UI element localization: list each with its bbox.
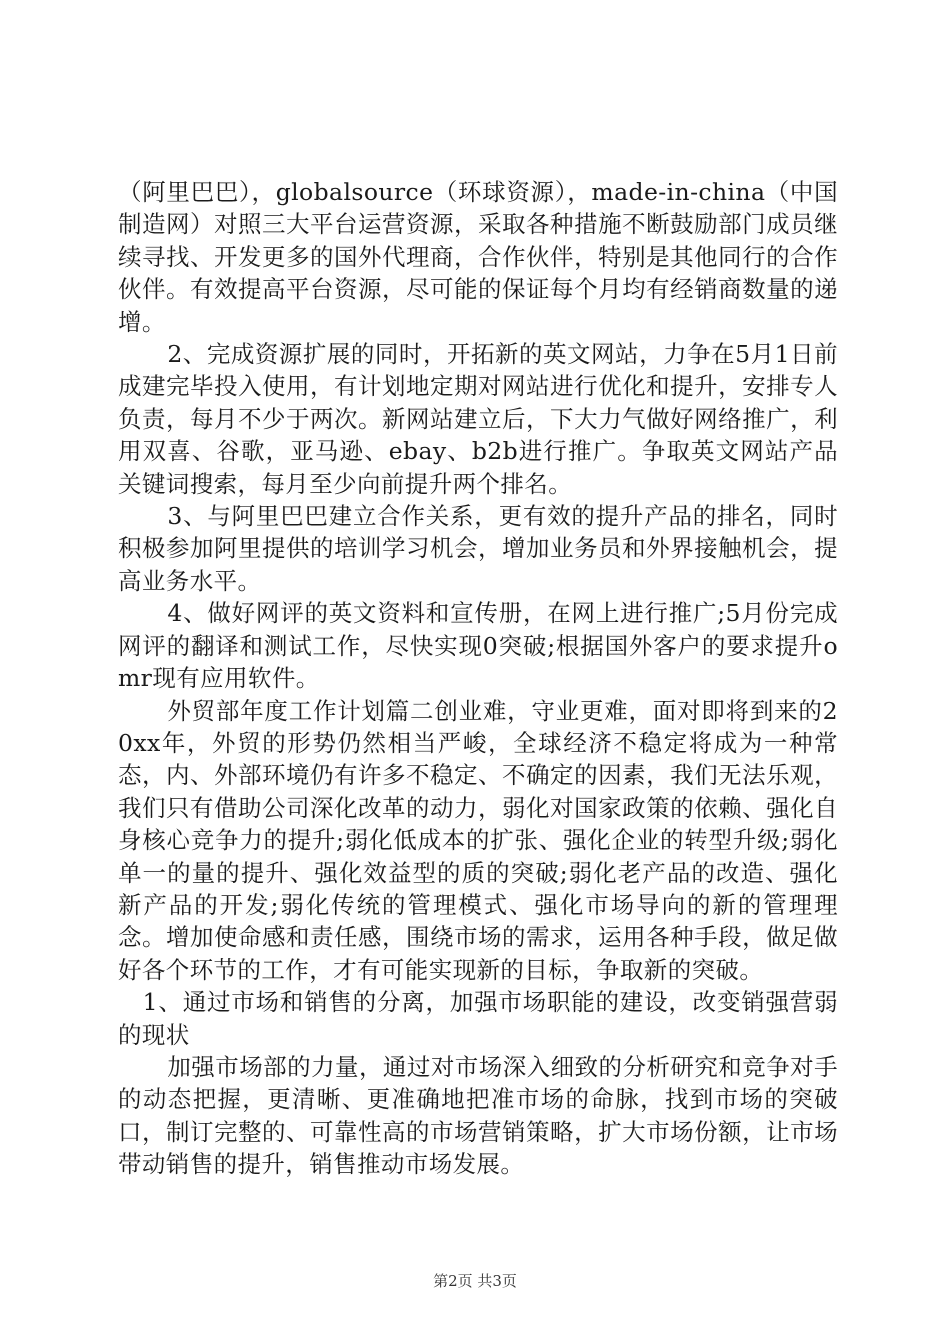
paragraph-platform-resources: （阿里巴巴），globalsource（环球资源），made-in-china（中国制造网）对照三大平台运营资源，采取各种措施不断鼓励部门成员继续寻找、开发更多的国外代理商，合作伙伴，特别是其他同行的合作伙伴。有效提高平台资源，尽可能的保证每个月均有经销商数量的递增。: [118, 178, 838, 336]
document-body: [118, 176, 838, 1181]
paragraph-item-2-website: 2、完成资源扩展的同时，开拓新的英文网站，力争在5月1日前成建完毕投入使用，有计划地定期对网站进行优化和提升，安排专人负责，每月不少于两次。新网站建立后，下大力气做好网络推广，利用双喜、谷歌，亚马逊、ebay、b2b进行推广。争取英文网站产品关键词搜索，每月至少向前提升两个排名。: [118, 340, 838, 498]
paragraph-item-4-promotion: 4、做好网评的英文资料和宣传册，在网上进行推广;5月份完成网评的翻译和测试工作，尽快实现0突破;根据国外客户的要求提升omr现有应用软件。: [118, 599, 838, 693]
paragraph-market-strength: 加强市场部的力量，通过对市场深入细致的分析研究和竞争对手的动态把握，更清晰、更准确地把准市场的命脉，找到市场的突破口，制订完整的、可靠性高的市场营销策略，扩大市场份额，让市场带动销售的提升，销售推动市场发展。: [118, 1052, 838, 1179]
paragraph-plan-two-intro: 外贸部年度工作计划篇二创业难，守业更难，面对即将到来的20xx年，外贸的形势仍然相当严峻，全球经济不稳定将成为一种常态，内、外部环境仍有许多不稳定、不确定的因素，我们无法乐观，我们只有借助公司深化改革的动力，弱化对国家政策的依赖、强化自身核心竞争力的提升;弱化低成本的扩张、强化企业的转型升级;弱化单一的量的提升、强化效益型的质的突破;弱化老产品的改造、强化新产品的开发;弱化传统的管理模式、强化市场导向的新的管理理念。增加使命感和责任感，围绕市场的需求，运用各种手段，做足做好各个环节的工作，才有可能实现新的目标，争取新的突破。: [118, 696, 838, 984]
paragraph-item-1-heading: 1、通过市场和销售的分离，加强市场职能的建设，改变销强营弱的现状: [118, 988, 838, 1049]
paragraph-item-3-alibaba: 3、与阿里巴巴建立合作关系，更有效的提升产品的排名，同时积极参加阿里提供的培训学习机会，增加业务员和外界接触机会，提高业务水平。: [118, 502, 838, 595]
page-footer: 第2页 共3页: [433, 1272, 517, 1290]
